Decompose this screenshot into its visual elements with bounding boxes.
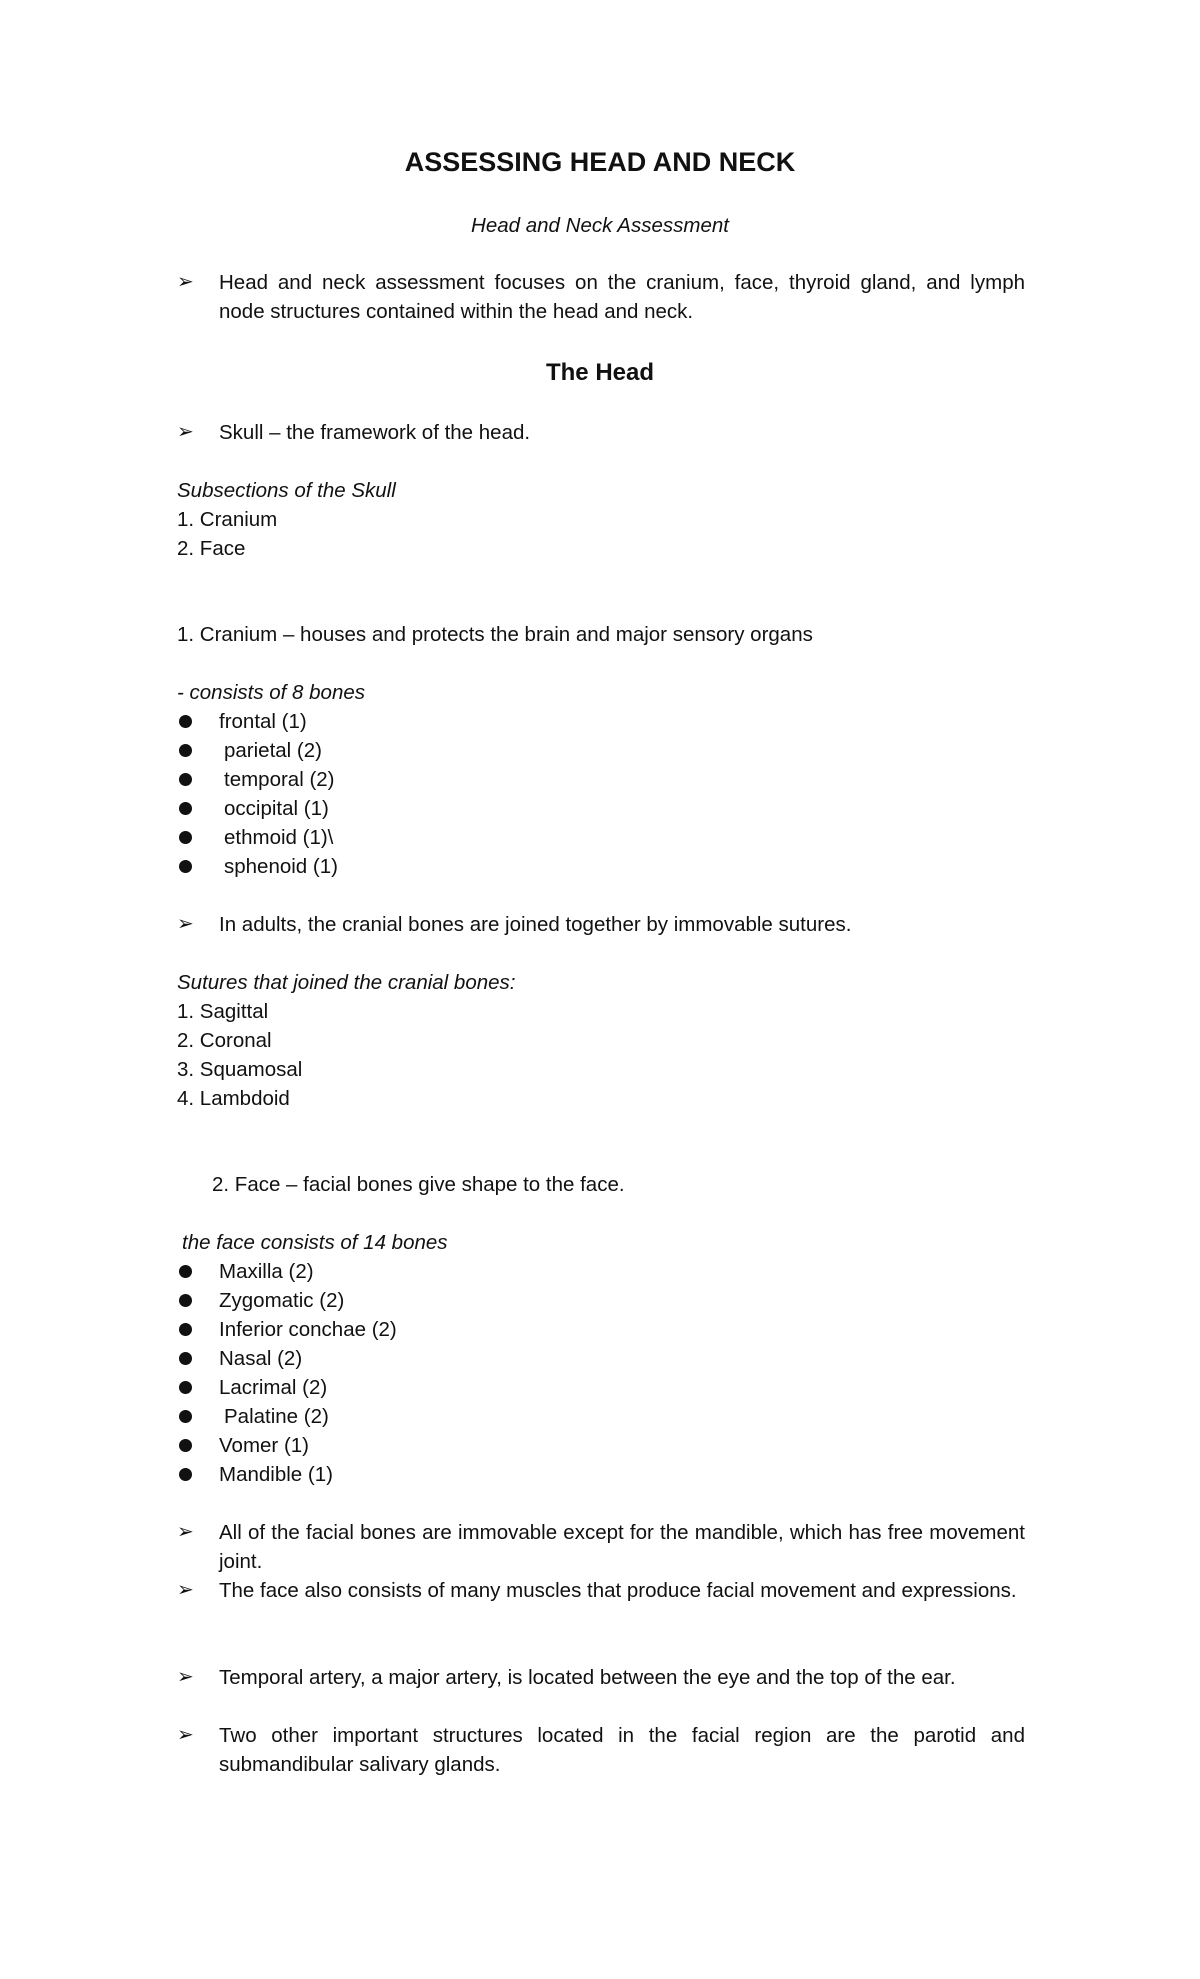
list-item: Lacrimal (2) <box>219 1376 328 1399</box>
list-item: Maxilla (2) <box>219 1260 314 1283</box>
dot-bullet-icon <box>179 1439 192 1452</box>
document-subtitle: Head and Neck Assessment <box>471 214 729 237</box>
cranium-bone-count: - consists of 8 bones <box>177 681 366 704</box>
dot-bullet-icon <box>179 802 192 815</box>
list-item: Palatine (2) <box>224 1405 329 1428</box>
note-paragraph: Two other important structures located in the facial region are the parotid and submandibular salivary glands. <box>219 1724 1025 1776</box>
skull-definition: Skull – the framework of the head. <box>219 421 531 444</box>
dot-bullet-icon <box>179 1381 192 1394</box>
list-item: 2. Face <box>177 537 246 560</box>
dot-bullet-icon <box>179 1294 192 1307</box>
arrow-bullet-icon: ➢ <box>177 1521 194 1543</box>
dot-bullet-icon <box>179 831 192 844</box>
list-item: 2. Coronal <box>177 1029 272 1052</box>
note-paragraph: All of the facial bones are immovable except for the mandible, which has free movement joint. <box>219 1521 1025 1573</box>
list-item: Inferior conchae (2) <box>219 1318 397 1341</box>
dot-bullet-icon <box>179 860 192 873</box>
arrow-bullet-icon: ➢ <box>177 1724 194 1746</box>
dot-bullet-icon <box>179 744 192 757</box>
list-item: parietal (2) <box>224 739 322 762</box>
sutures-note: In adults, the cranial bones are joined together by immovable sutures. <box>219 913 852 936</box>
face-definition: 2. Face – facial bones give shape to the face. <box>212 1173 625 1196</box>
list-item: occipital (1) <box>224 797 329 820</box>
dot-bullet-icon <box>179 1468 192 1481</box>
arrow-bullet-icon: ➢ <box>177 421 194 443</box>
arrow-bullet-icon: ➢ <box>177 1579 194 1601</box>
arrow-bullet-icon: ➢ <box>177 913 194 935</box>
dot-bullet-icon <box>179 1323 192 1336</box>
section-heading-head: The Head <box>545 359 655 386</box>
face-bone-count: the face consists of 14 bones <box>182 1231 448 1254</box>
dot-bullet-icon <box>179 1352 192 1365</box>
list-item: Zygomatic (2) <box>219 1289 345 1312</box>
list-item: 4. Lambdoid <box>177 1087 290 1110</box>
note-paragraph: Temporal artery, a major artery, is located between the eye and the top of the ear. <box>219 1666 956 1689</box>
list-item: 1. Cranium <box>177 508 278 531</box>
dot-bullet-icon <box>179 715 192 728</box>
list-item: 1. Sagittal <box>177 1000 269 1023</box>
arrow-bullet-icon: ➢ <box>177 1666 194 1688</box>
dot-bullet-icon <box>179 773 192 786</box>
list-item: Vomer (1) <box>219 1434 309 1457</box>
list-item: 3. Squamosal <box>177 1058 303 1081</box>
note-paragraph: The face also consists of many muscles that produce facial movement and expressions. <box>219 1579 1017 1602</box>
dot-bullet-icon <box>179 1265 192 1278</box>
subsections-heading: Subsections of the Skull <box>177 479 396 502</box>
list-item: Nasal (2) <box>219 1347 303 1370</box>
sutures-heading: Sutures that joined the cranial bones: <box>177 971 516 994</box>
list-item: ethmoid (1)\ <box>224 826 334 849</box>
arrow-bullet-icon: ➢ <box>177 271 194 293</box>
document-title: ASSESSING HEAD AND NECK <box>404 147 796 177</box>
list-item: sphenoid (1) <box>224 855 338 878</box>
list-item: temporal (2) <box>224 768 335 791</box>
cranium-definition: 1. Cranium – houses and protects the brain and major sensory organs <box>177 623 813 646</box>
intro-paragraph: Head and neck assessment focuses on the cranium, face, thyroid gland, and lymph node structures contained within the head and neck. <box>219 271 1025 323</box>
dot-bullet-icon <box>179 1410 192 1423</box>
list-item: Mandible (1) <box>219 1463 333 1486</box>
list-item: frontal (1) <box>219 710 307 733</box>
